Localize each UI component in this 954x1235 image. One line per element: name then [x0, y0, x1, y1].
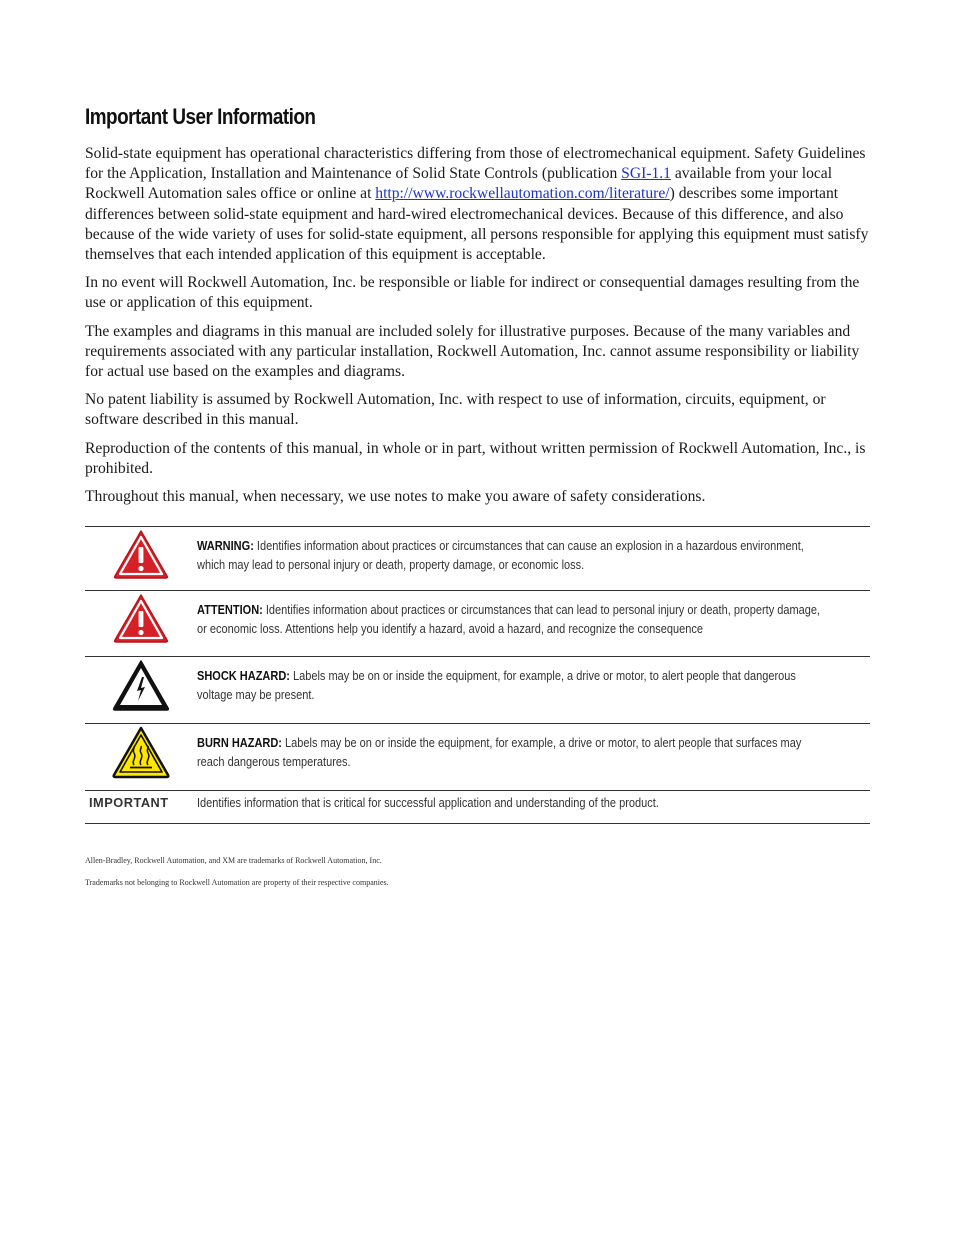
burn-hazard-icon [111, 725, 171, 779]
intro-paragraph-2: In no event will Rockwell Automation, Inc. be responsible or liable for indirect or consequential damages resulting from the use or application of this equipment. [85, 274, 860, 312]
trademark-note-2: Trademarks not belonging to Rockwell Automation are property of their respective companies. [85, 877, 389, 887]
important-text: Identifies information that is critical for successful application and understanding of the product. [197, 795, 659, 811]
intro-p1-text-a: Solid-state equipment has operational characteristics differing from those of electromechanical equipment. Safety Guidelines for the Application, Installation and Maintenance of Solid State Controls (publication [85, 145, 866, 183]
shock-hazard-text: Labels may be on or inside the equipment, for example, a drive or motor, to alert people that dangerous voltage may be present. [197, 668, 796, 702]
shock-hazard-label: SHOCK HAZARD: [197, 668, 290, 684]
literature-link[interactable]: http://www.rockwellautomation.com/literature/ [375, 185, 670, 203]
page-title: Important User Information [85, 104, 316, 129]
warning-text: Identifies information about practices or circumstances that can cause an explosion in a hazardous environment, which may lead to personal injury or death, property damage, or economic loss. [197, 538, 804, 572]
attention-triangle-icon [112, 592, 170, 644]
notice-row-burn [85, 724, 870, 791]
notice-row-important [85, 791, 870, 824]
trademark-note-1: Allen-Bradley, Rockwell Automation, and XM are trademarks of Rockwell Automation, Inc. [85, 855, 382, 865]
intro-paragraph-3: The examples and diagrams in this manual are included solely for illustrative purposes. Because of the many variables and requirements associated with any particular installation, Rockwell Automation, Inc. cannot assume responsibility or liability for actual use based on the examples and diagrams. [85, 322, 860, 381]
important-label: IMPORTANT [85, 791, 197, 824]
attention-label: ATTENTION: [197, 602, 263, 618]
burn-hazard-label: BURN HAZARD: [197, 735, 282, 751]
attention-text: Identifies information about practices or circumstances that can lead to personal injury or death, property damage, or economic loss. Attentions help you identify a hazard, avoid a hazard, and recognize the consequence [197, 602, 821, 636]
safety-notices-table [85, 526, 870, 824]
notice-row-attention [85, 591, 870, 657]
notice-row-shock [85, 657, 870, 724]
warning-triangle-icon [112, 528, 170, 580]
intro-paragraph-6: Throughout this manual, when necessary, we use notes to make you aware of safety considerations. [85, 488, 706, 506]
intro-p1-text-b: available from your local Rockwell Automation sales office or online at [85, 165, 833, 203]
intro-paragraph-1 [85, 144, 870, 265]
warning-label: WARNING: [197, 538, 254, 554]
intro-p1-text-c: ) describes some important differences between solid-state equipment and hard-wired electromechanical devices. Because of this difference, and also because of the wide variety of uses for solid-state equipment, all persons responsible for applying this equipment must satisfy themselves that each intended application of this equipment is acceptable. [85, 185, 869, 264]
intro-paragraph-5: Reproduction of the contents of this manual, in whole or in part, without written permission of Rockwell Automation, Inc., is prohibited. [85, 439, 866, 477]
intro-paragraph-4: No patent liability is assumed by Rockwell Automation, Inc. with respect to use of information, circuits, equipment, or software described in this manual. [85, 391, 826, 429]
page [85, 104, 870, 900]
shock-hazard-icon [111, 658, 171, 712]
sgi-link[interactable]: SGI-1.1 [621, 165, 671, 183]
burn-hazard-text: Labels may be on or inside the equipment, for example, a drive or motor, to alert people that surfaces may reach dangerous temperatures. [197, 735, 802, 769]
notice-row-warning [85, 527, 870, 591]
footnotes [85, 856, 870, 888]
